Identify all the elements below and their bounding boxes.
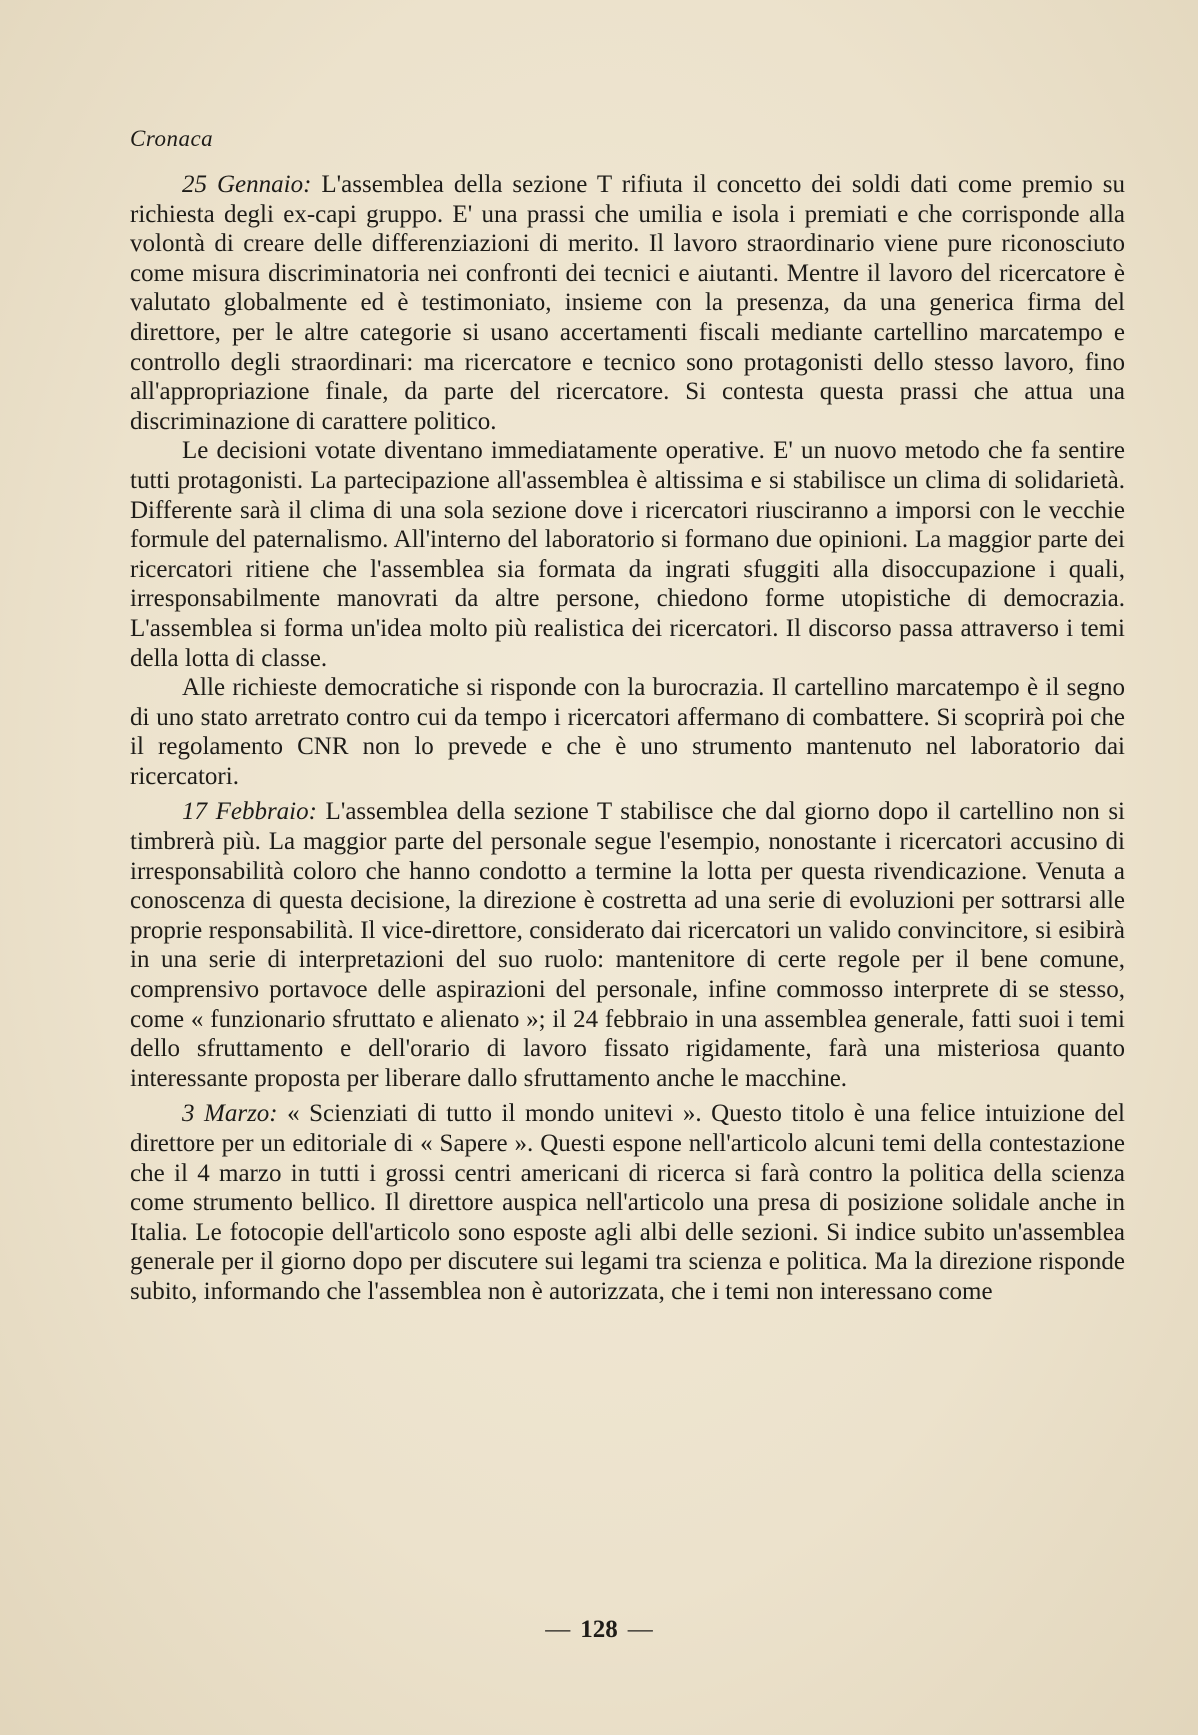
footer-dash-right: — [627, 1616, 653, 1643]
entry-paragraph [130, 797, 1125, 1093]
entry-paragraph [130, 170, 1125, 436]
page-footer [0, 1616, 1198, 1644]
entry-date: 17 Febbraio: [182, 798, 317, 826]
entry-paragraph [130, 436, 1125, 673]
body-text [130, 170, 1125, 1307]
entry-paragraph [130, 1099, 1125, 1306]
entry-date: 25 Gennaio: [182, 171, 312, 198]
paragraph-text: L'assemblea della sezione T stabilisce che dal giorno dopo il cartellino non si timbrerà più. La maggior parte del personale segue l'esempio, nonostante i ricercatori accusino di irresponsabilità coloro che hanno condotto a termine la lotta per questa rivendicazione. Venuta a conoscenza di questa decisione, la direzione è costretta ad una serie di evoluzioni per sottrarsi alle proprie responsabilità. Il vice-direttore, considerato dai ricercatori un valido convincitore, si esibirà in una serie di interpretazioni del suo ruolo: mantenitore di certe regole per il bene comune, comprensivo portavoce delle aspirazioni del personale, infine commosso interprete di se stesso, come « funzionario sfruttato e alienato »; il 24 febbraio in una assemblea generale, fatti suoi i temi dello sfruttamento e dell'orario di lavoro fissato rigidamente, farà una misteriosa quanto interessante proposta per liberare dallo sfruttamento anche le macchine. [130, 798, 1125, 1092]
paragraph-text: « Scienziati di tutto il mondo unitevi ». Questo titolo è una felice intuizione del direttore per un editoriale di « Sapere ». Questi espone nell'articolo alcuni temi della contestazione che il 4 marzo in tutti i grossi centri americani di ricerca si farà contro la politica della scienza come strumento bellico. Il direttore auspica nell'articolo una presa di posizione solidale anche in Italia. Le fotocopie dell'articolo sono esposte agli albi delle sezioni. Si indice subito un'assemblea generale per il giorno dopo per discutere sui legami tra scienza e politica. Ma la direzione risponde subito, informando che l'assemblea non è autorizzata, che i temi non interessano come [130, 1100, 1126, 1305]
paragraph-text: Alle richieste democratiche si risponde con la burocrazia. Il cartellino marcatempo è il segno di uno stato arretrato contro cui da tempo i ricercatori affermano di combattere. Si scoprirà poi che il regolamento CNR non lo prevede e che è uno strumento mantenuto nel laboratorio dai ricercatori. [130, 674, 1125, 790]
entry-date: 3 Marzo: [182, 1100, 278, 1128]
paragraph-text: L'assemblea della sezione T rifiuta il concetto dei soldi dati come premio su richiesta degli ex-capi gruppo. E' una prassi che umilia e isola i premiati e che corrisponde alla volontà di creare delle differenziazioni di merito. Il lavoro straordinario viene pure riconosciuto come misura discriminatoria nei confronti dei tecnici e aiutanti. Mentre il lavoro del ricercatore è valutato globalmente ed è testimoniato, insieme con la presenza, da una generica firma del direttore, per le altre categorie si usano accertamenti fiscali mediante cartellino marcatempo e controllo degli straordinari: ma ricercatore e tecnico sono protagonisti dello stesso lavoro, fino all'appropriazione finale, da parte del ricercatore. Si contesta questa prassi che attua una discriminazione di carattere politico. [130, 171, 1126, 435]
entry-paragraph [130, 673, 1125, 791]
footer-dash-left: — [545, 1616, 571, 1643]
page-number: 128 [580, 1616, 618, 1643]
section-header: Cronaca [130, 126, 214, 151]
paragraph-text: Le decisioni votate diventano immediatamente operative. E' un nuovo metodo che fa sentire tutti protagonisti. La partecipazione all'assemblea è altissima e si stabilisce un clima di solidarietà. Differente sarà il clima di una sola sezione dove i ricercatori riusciranno a imporsi con le vecchie formule del paternalismo. All'interno del laboratorio si formano due opinioni. La maggior parte dei ricercatori ritiene che l'assemblea sia formata da ingrati sfuggiti alla disoccupazione i quali, irresponsabilmente manovrati da altre persone, chiedono forme utopistiche di democrazia. L'assemblea si forma un'idea molto più realistica dei ricercatori. Il discorso passa attraverso i temi della lotta di classe. [130, 437, 1125, 672]
